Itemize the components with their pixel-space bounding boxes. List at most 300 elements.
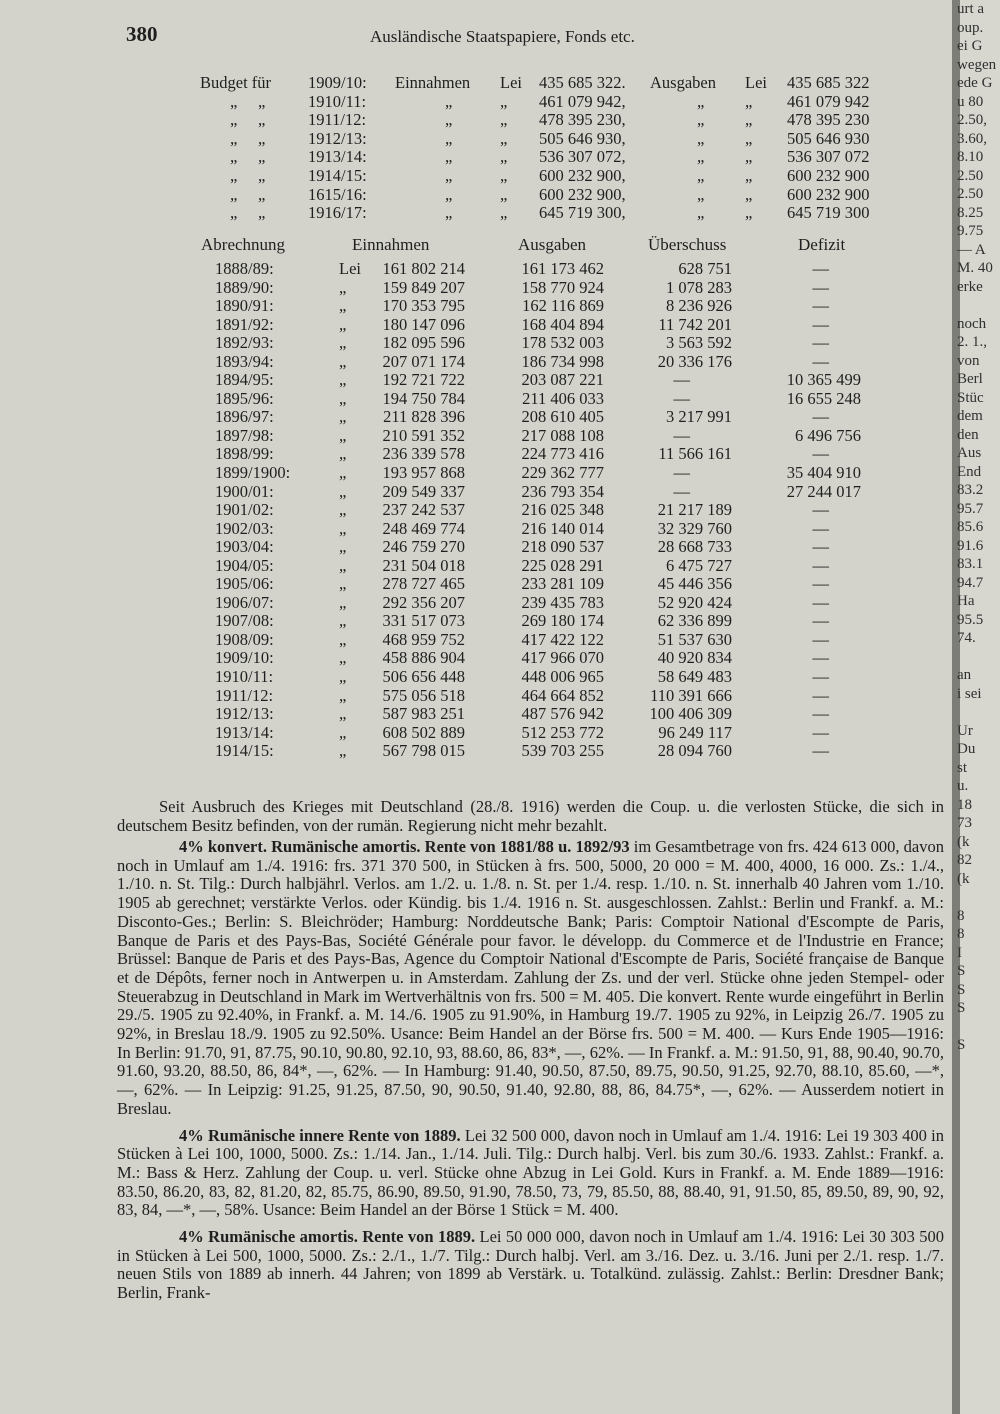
budget-cell: Ausgaben (650, 73, 716, 92)
expenses-cell: 224 773 416 (521, 444, 604, 464)
adjacent-fragment: (k (957, 833, 970, 850)
deficit-cell: — (812, 574, 829, 594)
expenses-cell: 211 406 033 (522, 388, 604, 408)
adjacent-fragment: 9.75 (957, 223, 984, 239)
surplus-cell: 1 078 283 (666, 277, 732, 297)
page-number: 380 (126, 22, 158, 46)
accounts-table (0, 259, 952, 760)
surplus-cell: 6 475 727 (666, 555, 732, 575)
table-row (0, 296, 952, 315)
expenses-cell: 203 087 221 (521, 370, 604, 390)
expenses-cell: 225 028 291 (521, 555, 604, 575)
deficit-cell: — (812, 629, 829, 649)
table-row (0, 574, 952, 593)
adjacent-fragment: Berl (957, 371, 983, 387)
section-paragraph (117, 1127, 944, 1221)
adjacent-fragment: S (957, 1037, 966, 1053)
income-cell: 194 750 784 (382, 388, 465, 408)
year-cell: 1900/01: (215, 481, 274, 501)
section-title: 4% Rumänische amortis. Rente von 1889. (179, 1227, 476, 1247)
adjacent-fragment: 8 (957, 907, 965, 924)
deficit-cell: — (812, 351, 829, 371)
budget-cell: 600 232 900 (787, 184, 870, 204)
adjacent-fragment: an (957, 667, 972, 683)
section-body: Lei 32 500 000, davon noch in Umlauf am 1./4. 1916: Lei 19 303 400 in Stücken à Lei 100, 1000, 5000. Zs.: 1./14. Jan., 1./14. Juli. Tilg.: Durch halbj. Verl. bis zum 30./6. 1933. Zahlst.: Frankf. a. M.: Bass & Herz. Zahlung der Coup. u. verl. Stücke ohne Abzug in Lei Gold. Kurs in Frankf. a. M. Ende 1889—1916: 83.50, 86.20, 83, 82, 81.20, 82, 85.75, 86.90, 89.50, 91.90, 78.50, 73, 79, 85.50, 88, 88.40, 91, 91.50, 85, 89.50, 89, 90, 92, 83, 84, —*, —, 58%. Usance: Beim Handel an der Börse 1 Stück = M. 400. (117, 1125, 944, 1220)
adjacent-fragment: 8.25 (957, 204, 984, 221)
income-cell: 506 656 448 (382, 667, 465, 687)
adjacent-fragment (957, 648, 1000, 667)
budget-row (200, 92, 900, 111)
expenses-cell: 229 362 777 (521, 463, 604, 483)
year-cell: 1901/02: (215, 500, 274, 520)
adjacent-fragment: 94.7 (957, 574, 984, 591)
adjacent-fragment (957, 703, 1000, 722)
table-row (0, 723, 952, 742)
budget-row (200, 129, 900, 148)
budget-cell: „ (445, 128, 453, 148)
deficit-cell: 6 496 756 (795, 425, 861, 445)
adjacent-fragment: noch (957, 315, 987, 332)
year-cell: 1891/92: (215, 314, 274, 334)
adjacent-fragment: M. 40 (957, 260, 993, 276)
adjacent-fragment: erke (957, 278, 983, 295)
adjacent-fragment: S (957, 1000, 966, 1016)
currency-cell: „ (339, 629, 347, 649)
table-row (0, 444, 952, 463)
adjacent-fragment: u. (957, 778, 969, 794)
surplus-cell: 40 920 834 (657, 648, 732, 668)
income-cell: 159 849 207 (382, 277, 465, 297)
col-header-surplus: Überschuss (648, 235, 727, 254)
sections-block (117, 838, 944, 1303)
adjacent-fragment: Du (957, 741, 976, 757)
table-row (0, 686, 952, 705)
table-row (0, 556, 952, 575)
adjacent-fragment: dem (957, 408, 983, 424)
deficit-cell: — (812, 259, 829, 278)
budget-cell: 600 232 900, (539, 165, 626, 185)
income-cell: 210 591 352 (382, 425, 465, 445)
currency-cell: „ (339, 444, 347, 464)
adjacent-fragment: 85.6 (957, 519, 984, 535)
budget-cell: Budget für (200, 73, 272, 92)
currency-cell: „ (339, 574, 347, 594)
currency-cell: „ (339, 407, 347, 427)
adjacent-fragment: 8 (957, 926, 965, 942)
year-cell: 1897/98: (215, 425, 274, 445)
surplus-cell: — (673, 388, 690, 408)
budget-cell: 505 646 930 (787, 128, 870, 148)
notes-block (117, 798, 944, 835)
budget-cell: 505 646 930, (539, 128, 626, 148)
budget-cell: „ (445, 110, 453, 130)
budget-cell: „ (500, 91, 508, 111)
adjacent-fragment: 18 (957, 796, 972, 813)
adjacent-fragment (957, 1073, 1000, 1092)
budget-cell: 645 719 300, (539, 203, 626, 223)
deficit-cell: — (812, 722, 829, 742)
budget-cell: 435 685 322. (539, 73, 626, 92)
year-cell: 1894/95: (215, 370, 274, 390)
surplus-cell: 628 751 (678, 259, 732, 278)
adjacent-fragment: ede G (957, 75, 993, 91)
expenses-cell: 218 090 537 (521, 537, 604, 557)
deficit-cell: — (812, 444, 829, 464)
year-cell: 1903/04: (215, 537, 274, 557)
income-cell: 278 727 465 (382, 574, 465, 594)
deficit-cell: — (812, 611, 829, 631)
expenses-cell: 161 173 462 (521, 259, 604, 278)
adjacent-fragment: (k (957, 870, 970, 887)
deficit-cell: — (812, 685, 829, 705)
table-row (0, 482, 952, 501)
budget-cell: „ (697, 128, 705, 148)
income-cell: 236 339 578 (382, 444, 465, 464)
budget-cell: „ (230, 147, 238, 167)
deficit-cell: — (812, 277, 829, 297)
income-cell: 211 828 396 (383, 407, 465, 427)
section-body: im Gesamtbetrage von frs. 424 613 000, davon noch in Umlauf am 1./4. 1916: frs. 371 370 500, in Stücken à frs. 500, 5000, 20 000 = M. 400, 4000, 16 000. Zs.: 1./4., 1./10. n. St. Tilg.: Durch halbjährl. Verlos. am 1./2. u. 1./8. n. St. per 1./4. resp. 1./10. n. St. innerhalb 40 Jahren vom 1./10. 1905 ab gerechnet; verstärkte Verlos. oder Kündig. bis 1./4. 1916 n. St. ausgeschlossen. Zahlst.: Berlin und Frankf. a. M.: Disconto-Ges.; Berlin: S. Bleichröder; Hamburg: Norddeutsche Bank; Paris: Comptoir National d'Escompte de Paris, Banque de Paris et des Pays-Bas, Société Générale pour favor. le développ. du Commerce et de l'Industrie en France; Brüssel: Banque de Paris et des Pays-Bas, Agence du Comptoir National d'Escompte de Paris, Société française de Banque et de Dépôts, ferner noch in Antwerpen u. in Amsterdam. Zahlung der Zs. und der verl. Stücke ohne jeden Stempel- oder Steuerabzug in Deutschland in Mark im Wertverhältnis von frs. 500 = M. 405. Die konvert. Rente wurde eingeführt in Berlin 29./5. 1905 zu 92.40%, in Frankf. a. M. 14./6. 1905 zu 91.90%, in Hamburg 19./7. 1905 zu 92%, in Leipzig 26./7. 1905 zu 92%, in Breslau 18./9. 1905 zu 92.50%. Usance: Beim Handel an der Börse frs. 500 = M. 400. — Kurs Ende 1905—1916: In Berlin: 91.70, 91, 87.75, 90.10, 90.80, 92.10, 93, 88.60, 86, 83*, —, 62%. — In Frankf. a. M.: 91.50, 91, 88, 90.40, 90.70, 91.60, 93.20, 88.50, 86, 84*, —, 62%. — In Hamburg: 91.40, 90.50, 87.50, 89.75, 90.50, 91.25, 92.70, 88.10, 85.60, —*, —, 62%. — In Leipzig: 91.25, 91.25, 87.50, 90, 90.50, 91.40, 92.80, 88, 86, 84.75*, —, 62%. — Ausserdem notiert in Breslau. (117, 837, 945, 1118)
budget-cell: „ (745, 165, 753, 185)
table-row (0, 333, 952, 352)
table-row (0, 352, 952, 371)
adjacent-fragment: End (957, 463, 982, 480)
expenses-cell: 239 435 783 (521, 592, 604, 612)
budget-cell: „ (745, 91, 753, 111)
currency-cell: „ (339, 518, 347, 538)
income-cell: 209 549 337 (382, 481, 465, 501)
income-cell: 458 886 904 (382, 648, 465, 668)
budget-cell: „ (697, 165, 705, 185)
currency-cell: Lei (339, 259, 361, 278)
adjacent-fragment: 83.2 (957, 482, 984, 498)
expenses-cell: 233 281 109 (521, 574, 604, 594)
income-cell: 237 242 537 (382, 500, 465, 520)
budget-cell: „ (230, 203, 238, 223)
income-cell: 192 721 722 (382, 370, 465, 390)
expenses-cell: 162 116 869 (522, 296, 604, 316)
budget-cell: „ (230, 91, 238, 111)
deficit-cell: — (812, 741, 829, 761)
surplus-cell: — (673, 370, 690, 390)
table-row (0, 537, 952, 556)
adjacent-fragment: 95.7 (957, 500, 984, 517)
expenses-cell: 512 253 772 (521, 722, 604, 742)
surplus-cell: 51 537 630 (657, 629, 732, 649)
currency-cell: „ (339, 370, 347, 390)
year-cell: 1893/94: (215, 351, 274, 371)
currency-cell: „ (339, 463, 347, 483)
income-cell: 587 983 251 (382, 704, 465, 724)
table-row (0, 648, 952, 667)
expenses-cell: 487 576 942 (521, 704, 604, 724)
war-note: Seit Ausbruch des Krieges mit Deutschland (28./8. 1916) werden die Coup. u. die verlosten Stücke, die sich in deutschem Besitz befinden, von der rumän. Regierung nicht mehr bezahlt. (117, 797, 944, 835)
adjacent-fragment: S (957, 963, 966, 979)
budget-cell: 1911/12: (308, 110, 367, 130)
budget-cell: 435 685 322 (787, 73, 870, 92)
deficit-cell: — (812, 667, 829, 687)
income-cell: 575 056 518 (382, 685, 465, 705)
currency-cell: „ (339, 481, 347, 501)
budget-cell: „ (445, 147, 453, 167)
budget-cell: „ (445, 203, 453, 223)
expenses-cell: 217 088 108 (521, 425, 604, 445)
table-row (0, 611, 952, 630)
expenses-cell: 178 532 003 (521, 333, 604, 353)
budget-row (200, 185, 900, 204)
adjacent-fragment (957, 888, 1000, 907)
expenses-cell: 464 664 852 (521, 685, 604, 705)
currency-cell: „ (339, 296, 347, 316)
surplus-cell: — (673, 425, 690, 445)
budget-cell: Lei (745, 73, 767, 92)
col-header-year: Abrechnung (201, 235, 286, 254)
year-cell: 1904/05: (215, 555, 274, 575)
expenses-cell: 186 734 998 (521, 351, 604, 371)
year-cell: 1910/11: (215, 667, 274, 687)
currency-cell: „ (339, 704, 347, 724)
income-cell: 180 147 096 (382, 314, 465, 334)
budget-cell: „ (500, 147, 508, 167)
table-row (0, 630, 952, 649)
budget-cell: Einnahmen (395, 73, 471, 92)
budget-cell: „ (745, 203, 753, 223)
budget-cell: „ (230, 165, 238, 185)
budget-cell: „ (258, 147, 266, 167)
budget-cell: „ (230, 128, 238, 148)
table-row (0, 259, 952, 278)
surplus-cell: 11 566 161 (658, 444, 732, 464)
adjacent-fragment: ei G (957, 38, 983, 54)
budget-row (200, 147, 900, 166)
surplus-cell: — (673, 481, 690, 501)
surplus-cell: 8 236 926 (666, 296, 732, 316)
adjacent-fragment: oup. (957, 19, 984, 36)
budget-cell: 645 719 300 (787, 203, 870, 223)
budget-cell: 478 395 230 (787, 110, 870, 130)
budget-cell: 461 079 942 (787, 91, 870, 111)
surplus-cell: 32 329 760 (657, 518, 732, 538)
year-cell: 1913/14: (215, 722, 274, 742)
budget-cell: „ (500, 128, 508, 148)
surplus-cell: 110 391 666 (650, 685, 732, 705)
budget-cell: „ (445, 184, 453, 204)
table-row (0, 704, 952, 723)
deficit-cell: — (812, 518, 829, 538)
income-cell: 468 959 752 (382, 629, 465, 649)
currency-cell: „ (339, 592, 347, 612)
budget-cell: „ (258, 184, 266, 204)
expenses-cell: 417 966 070 (521, 648, 604, 668)
year-cell: 1899/1900: (215, 463, 291, 483)
budget-cell: „ (258, 165, 266, 185)
year-cell: 1909/10: (215, 648, 274, 668)
budget-cell: „ (500, 110, 508, 130)
adjacent-fragment: den (957, 426, 979, 443)
deficit-cell: 27 244 017 (786, 481, 861, 501)
year-cell: 1914/15: (215, 741, 274, 761)
adjacent-fragment: 2.50 (957, 167, 984, 184)
adjacent-fragment (957, 296, 1000, 315)
section-paragraph (117, 838, 944, 1119)
budget-cell: „ (445, 91, 453, 111)
income-cell: 231 504 018 (382, 555, 465, 575)
adjacent-fragment: wegen (957, 56, 997, 73)
table-row (0, 463, 952, 482)
deficit-cell: 10 365 499 (786, 370, 861, 390)
year-cell: 1906/07: (215, 592, 274, 612)
col-header-expenses: Ausgaben (518, 235, 586, 254)
table-row (0, 500, 952, 519)
budget-cell: 1912/13: (308, 128, 367, 148)
currency-cell: „ (339, 648, 347, 668)
budget-cell: „ (697, 203, 705, 223)
budget-cell: „ (258, 110, 266, 130)
income-cell: 182 095 596 (382, 333, 465, 353)
table-row (0, 389, 952, 408)
section-paragraph (117, 1228, 944, 1303)
col-header-deficit: Defizit (798, 235, 846, 254)
adjacent-fragment: 8.10 (957, 149, 984, 165)
budget-cell: „ (445, 165, 453, 185)
adjacent-fragment: Ur (957, 722, 973, 739)
deficit-cell: — (812, 296, 829, 316)
surplus-cell: 28 094 760 (657, 741, 732, 761)
adjacent-fragment: Aus (957, 445, 982, 461)
budget-cell: „ (697, 184, 705, 204)
expenses-cell: 236 793 354 (521, 481, 604, 501)
adjacent-fragment: von (957, 352, 980, 369)
budget-row (200, 166, 900, 185)
adjacent-fragment: u 80 (957, 93, 984, 110)
adjacent-fragment: 91.6 (957, 537, 984, 554)
budget-cell: „ (697, 147, 705, 167)
income-cell: 170 353 795 (382, 296, 465, 316)
budget-cell: 1913/14: (308, 147, 367, 167)
surplus-cell: 3 217 991 (666, 407, 732, 427)
adjacent-fragment: 95.5 (957, 611, 984, 628)
adjacent-fragment (957, 1018, 1000, 1037)
budget-cell: „ (697, 110, 705, 130)
budget-table (200, 73, 900, 222)
table-row (0, 407, 952, 426)
adjacent-fragment: 3.60, (957, 130, 987, 147)
income-cell: 207 071 174 (382, 351, 465, 371)
surplus-cell: 96 249 117 (658, 722, 732, 742)
adjacent-fragment (957, 1092, 1000, 1111)
section-title: 4% konvert. Rumänische amortis. Rente von 1881/88 u. 1892/93 (179, 837, 630, 856)
budget-row (200, 73, 900, 92)
budget-cell: 461 079 942, (539, 91, 626, 111)
year-cell: 1908/09: (215, 629, 274, 649)
expenses-cell: 539 703 255 (521, 741, 604, 761)
currency-cell: „ (339, 611, 347, 631)
year-cell: 1895/96: (215, 388, 274, 408)
table-row (0, 593, 952, 612)
table-row (0, 278, 952, 297)
adjacent-fragment: 2. 1., (957, 334, 987, 350)
adjacent-fragment: Ha (957, 593, 975, 609)
deficit-cell: — (812, 592, 829, 612)
surplus-cell: 100 406 309 (649, 704, 732, 724)
year-cell: 1888/89: (215, 259, 274, 278)
income-cell: 246 759 270 (382, 537, 465, 557)
adjacent-fragment: 83.1 (957, 556, 984, 572)
budget-cell: „ (745, 110, 753, 130)
budget-cell: 600 232 900 (787, 165, 870, 185)
deficit-cell: 35 404 910 (786, 463, 861, 483)
currency-cell: „ (339, 667, 347, 687)
currency-cell: „ (339, 500, 347, 520)
income-cell: 193 957 868 (382, 463, 465, 483)
table-row (0, 519, 952, 538)
expenses-cell: 216 025 348 (521, 500, 604, 520)
budget-cell: „ (745, 184, 753, 204)
deficit-cell: — (812, 407, 829, 427)
adjacent-fragment: 2.50 (957, 186, 984, 202)
year-cell: 1902/03: (215, 518, 274, 538)
deficit-cell: — (812, 704, 829, 724)
table-row (0, 741, 952, 760)
expenses-cell: 269 180 174 (521, 611, 604, 631)
year-cell: 1896/97: (215, 407, 274, 427)
currency-cell: „ (339, 388, 347, 408)
budget-cell: „ (500, 184, 508, 204)
expenses-cell: 216 140 014 (521, 518, 604, 538)
adjacent-fragment: — A (957, 241, 986, 258)
expenses-cell: 168 404 894 (521, 314, 604, 334)
budget-cell: 1910/11: (308, 91, 367, 111)
currency-cell: „ (339, 685, 347, 705)
adjacent-fragment: i sei (957, 685, 982, 702)
year-cell: 1898/99: (215, 444, 274, 464)
income-cell: 292 356 207 (382, 592, 465, 612)
section-body: Lei 50 000 000, davon noch in Umlauf am 1./4. 1916: Lei 30 303 500 in Stücken à Lei 500, 1000, 5000. Zs.: 2./1., 1./7. Tilg.: Durch halbj. Verl. am 3./16. Dez. u. 3./16. Juni per 2./1. resp. 1./7. neuen Stils von 1889 ab innerh. 44 Jahren; von 1899 ab Verstärk. u. Totalkünd. zulässig. Zahlst.: Berlin: Dresdner Bank; Berlin, Frank- (117, 1227, 945, 1303)
adjacent-fragment: urt a (957, 1, 985, 17)
budget-cell: 1914/15: (308, 165, 367, 185)
expenses-cell: 158 770 924 (521, 277, 604, 297)
budget-cell: 478 395 230, (539, 110, 626, 130)
deficit-cell: — (812, 333, 829, 353)
adjacent-fragment: I (957, 944, 962, 961)
deficit-cell: — (812, 500, 829, 520)
running-title: Ausländische Staatspapiere, Fonds etc. (370, 27, 635, 46)
budget-cell: „ (230, 110, 238, 130)
currency-cell: „ (339, 537, 347, 557)
year-cell: 1890/91: (215, 296, 274, 316)
deficit-cell: — (812, 537, 829, 557)
surplus-cell: 45 446 356 (657, 574, 732, 594)
budget-row (200, 110, 900, 129)
budget-cell: „ (258, 203, 266, 223)
accounts-header (0, 235, 952, 255)
currency-cell: „ (339, 425, 347, 445)
income-cell: 161 802 214 (382, 259, 465, 278)
table-row (0, 667, 952, 686)
budget-cell: „ (745, 128, 753, 148)
year-cell: 1889/90: (215, 277, 274, 297)
budget-cell: Lei (500, 73, 522, 92)
col-header-income: Einnahmen (352, 235, 430, 254)
budget-cell: „ (258, 91, 266, 111)
table-row (0, 426, 952, 445)
adjacent-page-edge (957, 0, 1000, 1414)
currency-cell: „ (339, 333, 347, 353)
budget-row (200, 203, 900, 222)
income-cell: 248 469 774 (382, 518, 465, 538)
budget-cell: „ (230, 184, 238, 204)
income-cell: 331 517 073 (382, 611, 465, 631)
